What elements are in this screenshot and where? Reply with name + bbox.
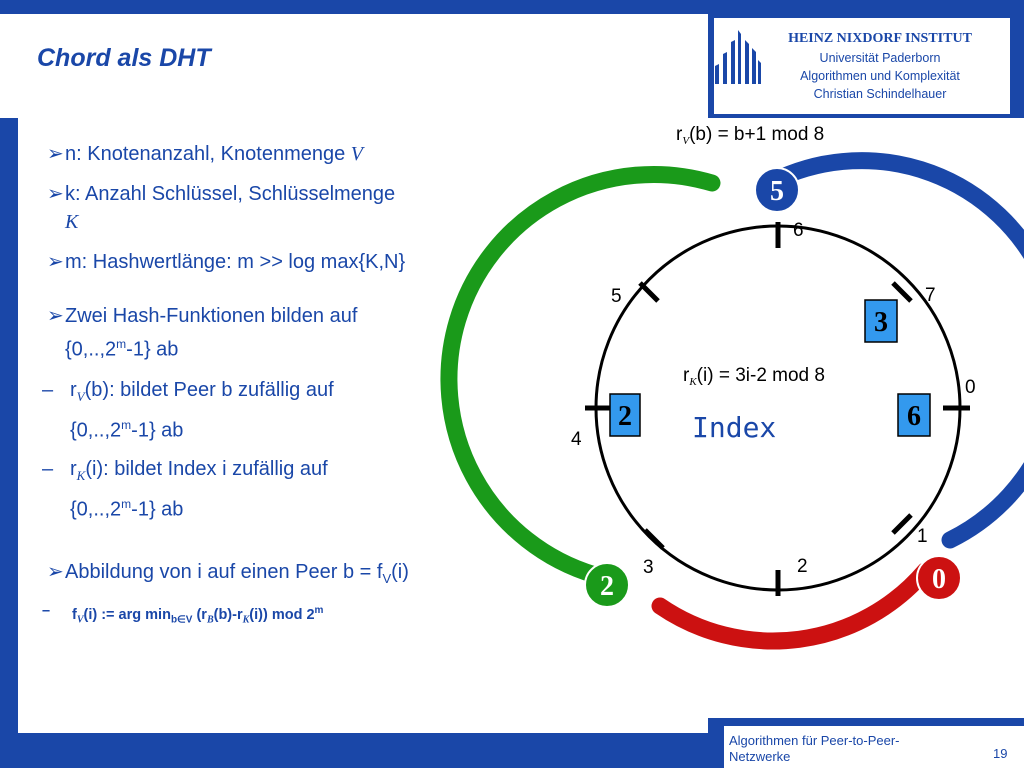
peer-node-label: 5: [770, 176, 784, 207]
bullet-text: m: Hashwertlänge: m >> log max{K,N}: [65, 251, 406, 273]
peer-node-0: [917, 556, 961, 600]
bullet-text: k: Anzahl Schlüssel, Schlüsselmenge: [65, 183, 396, 205]
formula-subscript: K: [689, 376, 697, 388]
position-label-4: 4: [571, 429, 582, 450]
superscript: m: [116, 337, 127, 351]
arrow-bullet-icon: ➢: [47, 183, 64, 205]
dash-bullet: –: [42, 458, 54, 481]
bullet-text: n: Knotenanzahl, Knotenmenge: [65, 143, 351, 165]
sub-text: r: [70, 378, 77, 401]
course-name: [729, 733, 900, 765]
slide-title: Chord als DHT: [37, 44, 211, 72]
bullet-text: Abbildung von i auf einen Peer b = f: [65, 560, 383, 583]
arrow-bullet-icon: ➢: [47, 251, 64, 273]
formula-text: f: [72, 606, 77, 623]
formula-text: (i) := arg min: [83, 606, 171, 623]
bullet-text: Zwei Hash-Funktionen bilden auf: [65, 305, 358, 327]
superscript: m: [314, 604, 324, 616]
index-box-2: [610, 394, 640, 436]
subscript: K: [242, 614, 250, 626]
index-box-label: 2: [618, 401, 632, 432]
formula-part: (b) = b+1 mod 8: [689, 124, 825, 145]
department-name: Algorithmen und Komplexität: [800, 69, 960, 83]
index-label: Index: [692, 411, 777, 444]
subscript: V: [76, 614, 84, 626]
peer-node-2: [585, 563, 629, 607]
sub-text: -1} ab: [131, 419, 184, 442]
peer-node-label: 0: [932, 564, 946, 595]
bullet-text: -1} ab: [126, 338, 179, 361]
position-label-7: 7: [925, 285, 936, 306]
peer-hash-formula: [676, 124, 824, 147]
formula-text: (b)-r: [213, 606, 243, 623]
page-number: 19: [993, 746, 1008, 761]
sub-text: (b): bildet Peer b zufällig auf: [84, 378, 334, 401]
set-symbol: V: [350, 143, 363, 165]
set-symbol: K: [65, 211, 79, 233]
formula-part: r: [676, 124, 683, 145]
university-name: Universität Paderborn: [819, 51, 941, 65]
position-label-0: 0: [965, 377, 976, 398]
sub-text: {0,..,2: [70, 419, 122, 442]
dash-bullet: –: [42, 378, 54, 401]
index-box-6: [898, 394, 930, 436]
peer-arc-green: [449, 174, 712, 575]
course-line-1: Algorithmen für Peer-to-Peer-: [729, 733, 900, 748]
tick-7: [893, 283, 911, 301]
tick-5: [640, 283, 658, 301]
dash-bullet: –: [42, 602, 51, 619]
peer-node-5: [755, 168, 799, 212]
position-label-5: 5: [611, 286, 622, 307]
subscript: K: [76, 468, 86, 484]
sub-text: -1} ab: [131, 498, 184, 521]
arrow-bullet-icon: ➢: [47, 143, 64, 165]
bullet-text: {0,..,2: [65, 338, 117, 361]
subscript: b∈V: [170, 614, 193, 626]
arrow-bullet-icon: ➢: [47, 560, 64, 583]
index-box-label: 6: [907, 401, 921, 432]
peer-arc-red: [660, 571, 925, 641]
formula-part: r: [683, 365, 690, 386]
index-hash-formula: [683, 365, 825, 388]
institute-name: HEINZ NIXDORF INSTITUT: [788, 31, 972, 46]
tick-1: [893, 515, 911, 533]
subscript: B: [206, 614, 214, 626]
index-box-label: 3: [874, 307, 888, 338]
superscript: m: [121, 417, 132, 432]
position-label-3: 3: [643, 557, 654, 578]
course-line-2: Netzwerke: [729, 749, 791, 764]
formula-part: (i) = 3i-2 mod 8: [696, 365, 825, 386]
superscript: m: [121, 497, 132, 512]
bullet-text: (i): [391, 560, 409, 583]
position-label-2: 2: [797, 556, 808, 577]
peer-arc-blue: [780, 161, 1024, 540]
formula-text: (i)) mod 2: [249, 606, 315, 623]
subscript: V: [76, 388, 85, 404]
position-label-6: 6: [793, 220, 804, 241]
formula-text: (r: [192, 606, 207, 623]
tick-3: [645, 530, 663, 548]
formula-subscript: V: [682, 135, 690, 147]
index-box-3: [865, 300, 897, 342]
arrow-bullet-icon: ➢: [47, 305, 64, 327]
sub-text: (i): bildet Index i zufällig auf: [85, 458, 328, 481]
author-name: Christian Schindelhauer: [813, 87, 947, 101]
position-label-1: 1: [917, 526, 928, 547]
subscript: V: [382, 570, 392, 586]
peer-node-label: 2: [600, 571, 614, 602]
sub-text: r: [70, 458, 77, 481]
sub-text: {0,..,2: [70, 498, 122, 521]
